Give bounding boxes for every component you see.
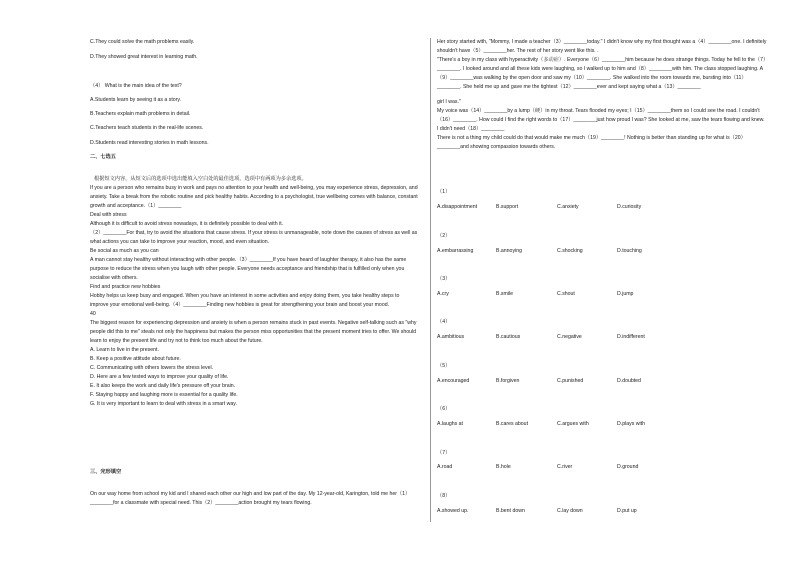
option-c[interactable]: C.negative — [557, 334, 582, 340]
option-c[interactable]: C.argues with — [557, 421, 589, 427]
choice-item: C. Communicating with others lowers the stress level. — [90, 365, 214, 371]
option-b[interactable]: B.cares about — [496, 421, 529, 427]
passage-para: The biggest reason for experiencing depression and anxiety is when a person remains stuck in past events. Negative self-talking such as "why people did this to me" steals not only the happiness but makes the person miss opportunities that the present moment tries to offer. We should learn to enjoy the present life and try not to think too much about the future. — [90, 320, 417, 344]
choice-item: D. Here are a few tested ways to improve your quality of life. — [90, 374, 229, 380]
right-column — [437, 0, 767, 562]
option-d[interactable]: D.ground — [617, 464, 639, 470]
choice-item: F. Staying happy and laughing more is essential for a quality life. — [90, 392, 238, 398]
option-c[interactable]: C.river — [557, 464, 573, 470]
option-a[interactable]: A.showed up. — [437, 508, 469, 514]
option-a[interactable]: A.disappointment — [437, 204, 478, 210]
option-b[interactable]: B.annoying — [496, 248, 522, 254]
passage-para: （2）________For that, try to avoid the situations that cause stress. If your stress is unmanageable, note down the causes of stress as well as what actions you can take to improve your reaction, mood, and even situation. — [90, 230, 418, 245]
option-c[interactable]: C.punished — [557, 378, 584, 384]
option-b[interactable]: B.cautious — [496, 334, 521, 340]
question-number: （3） — [437, 276, 451, 282]
q4-option-c: C.Teachers teach students in the real-life scenes. — [90, 125, 204, 131]
option-c[interactable]: C.lay down — [557, 508, 583, 514]
q4-option-b: B.Teachers explain math problems in detail. — [90, 111, 191, 117]
cloze-para: girl I was." — [437, 99, 461, 105]
q4-stem: （4） What is the main idea of the text? — [90, 83, 182, 89]
cloze-para: There is not a thing my child could do that would make me much（19）________! Nothing is better than standing up for what is（20）________and showing compassion towards others. — [437, 135, 746, 150]
option-d[interactable]: D.curiosity — [617, 204, 642, 210]
option-d[interactable]: D.doubted — [617, 378, 641, 384]
section2-title: 二、七选五 — [90, 154, 116, 160]
question-number: （2） — [437, 233, 451, 239]
question-number: （6） — [437, 406, 451, 412]
section2-instruction: 根据短文内容，从短文后的选项中选出能填入空白处的最佳选项，选项中有两项为多余选项。 — [94, 176, 307, 182]
option-d[interactable]: D.plays with — [617, 421, 645, 427]
choice-item: E. It also keeps the work and daily life's pressure off your brain. — [90, 383, 236, 389]
option-b[interactable]: B.hole — [496, 464, 511, 470]
option-d[interactable]: D.indifferent — [617, 334, 645, 340]
q4-option-d: D.Students read interesting stories in math lessons. — [90, 140, 209, 146]
choice-item: G. It is very important to learn to deal with stress in a smart way. — [90, 401, 237, 407]
passage-para: A man cannot stay healthy without interacting with other people.（3）________If you have heard of laughter therapy, it also has the same purpose to reduce the stress when you laugh with other people. Everyone needs acceptance and friendship that is fulfilled only when you socialise with others. — [90, 257, 407, 281]
choice-item: B. Keep a positive attitude about future. — [90, 356, 181, 362]
passage-para: Hobby helps us keep busy and engaged. When you have an interest in some activities and enjoy doing them, you take healthy steps to improve your emotional well-being.（4）________Finding new hobbies is great for strengthening your brain and boost your mood. — [90, 293, 400, 308]
section3-title: 三、完形填空 — [90, 469, 122, 475]
option-b[interactable]: B.bent down — [496, 508, 525, 514]
passage-heading: Deal with stress — [90, 212, 127, 218]
option-a[interactable]: A.road — [437, 464, 453, 470]
question-number: （4） — [437, 319, 451, 325]
option-c[interactable]: C.shocking — [557, 248, 583, 254]
option-c[interactable]: C.shout — [557, 291, 575, 297]
choice-item: A. Learn to live in the present. — [90, 347, 159, 353]
cloze-para: Her story started with, "Mommy, I made a teacher（3）________today." I didn't know why my first thought was a（4）________one. I definitely shouldn't have（5）________her. The rest of her story went like this. . — [437, 39, 767, 54]
option-a[interactable]: A.ambitious — [437, 334, 465, 340]
option-c[interactable]: C.anxiety — [557, 204, 579, 210]
q3-option-d: D.They showed great interest in learning math. — [90, 54, 198, 60]
option-a[interactable]: A.embarrassing — [437, 248, 474, 254]
option-a[interactable]: A.cry — [437, 291, 449, 297]
option-a[interactable]: A.laughs at — [437, 421, 463, 427]
option-d[interactable]: D.put up — [617, 508, 637, 514]
seven-choose-five-passage — [90, 184, 418, 409]
option-a[interactable]: A.encouraged — [437, 378, 470, 384]
passage-heading: Find and practice new hobbies — [90, 284, 161, 290]
passage-para: Although it is difficult to avoid stress nowadays, it is definitely possible to deal with it. — [90, 221, 284, 227]
option-d[interactable]: D.touching — [617, 248, 642, 254]
q4-option-a: A.Students learn by seeing it as a story. — [90, 97, 182, 103]
question-number: （7） — [437, 450, 451, 456]
left-column — [90, 0, 418, 562]
q3-option-c: C.They could solve the math problems easily. — [90, 39, 195, 45]
option-b[interactable]: B.support — [496, 204, 519, 210]
cloze-passage — [437, 38, 767, 152]
option-b[interactable]: B.smile — [496, 291, 514, 297]
cloze-para: My voice was（14）________by a lump（硬）in my throat. Tears flooded my eyes; I（15）________them so I could see the road. I couldn't（16）________. How could I find the right words to（17）________just how proud I was? She looked at me, saw the tears flowing and knew. I didn't need（18）________ — [437, 108, 765, 132]
question-number: （8） — [437, 493, 451, 499]
column-divider — [430, 38, 431, 522]
question-number: （1） — [437, 189, 451, 195]
passage-para: If you are a person who remains busy in work and pays no attention to your health and well-being, you may experience stress, depression, and anxiety. Take a break from the robotic routine and pick healthy habits. According to a psychologist, true wellbeing comes with balance, constant growth and acceptance.（1）________ — [90, 185, 418, 209]
passage-heading: 40 — [90, 311, 96, 317]
option-b[interactable]: B.forgiven — [496, 378, 520, 384]
option-d[interactable]: D.jump — [617, 291, 634, 297]
cloze-para: "There's a boy in my class with hyperactivity（多动症）. Everyone（6）________him because he does strange things. Today he fell to the（7）________. I looked around and all these kids were laughing, so I walked up to him and（8）________with him. The class stopped laughing. A（9）________was walking by the open door and saw my（10）________. She walked into the room towards me, bursting into（11）________. She held me up and gave me the tightest（12）________ever and kept saying what a（13）________ — [437, 57, 766, 90]
cloze-intro: On our way home from school my kid and I shared each other our high and low part of the day. My 12-year-old, Karington, told me her（1）________for a classmate with special need. This（2）________action brought my tears flowing. — [90, 491, 411, 506]
question-number: （5） — [437, 363, 451, 369]
passage-heading: Be social as much as you can — [90, 248, 159, 254]
